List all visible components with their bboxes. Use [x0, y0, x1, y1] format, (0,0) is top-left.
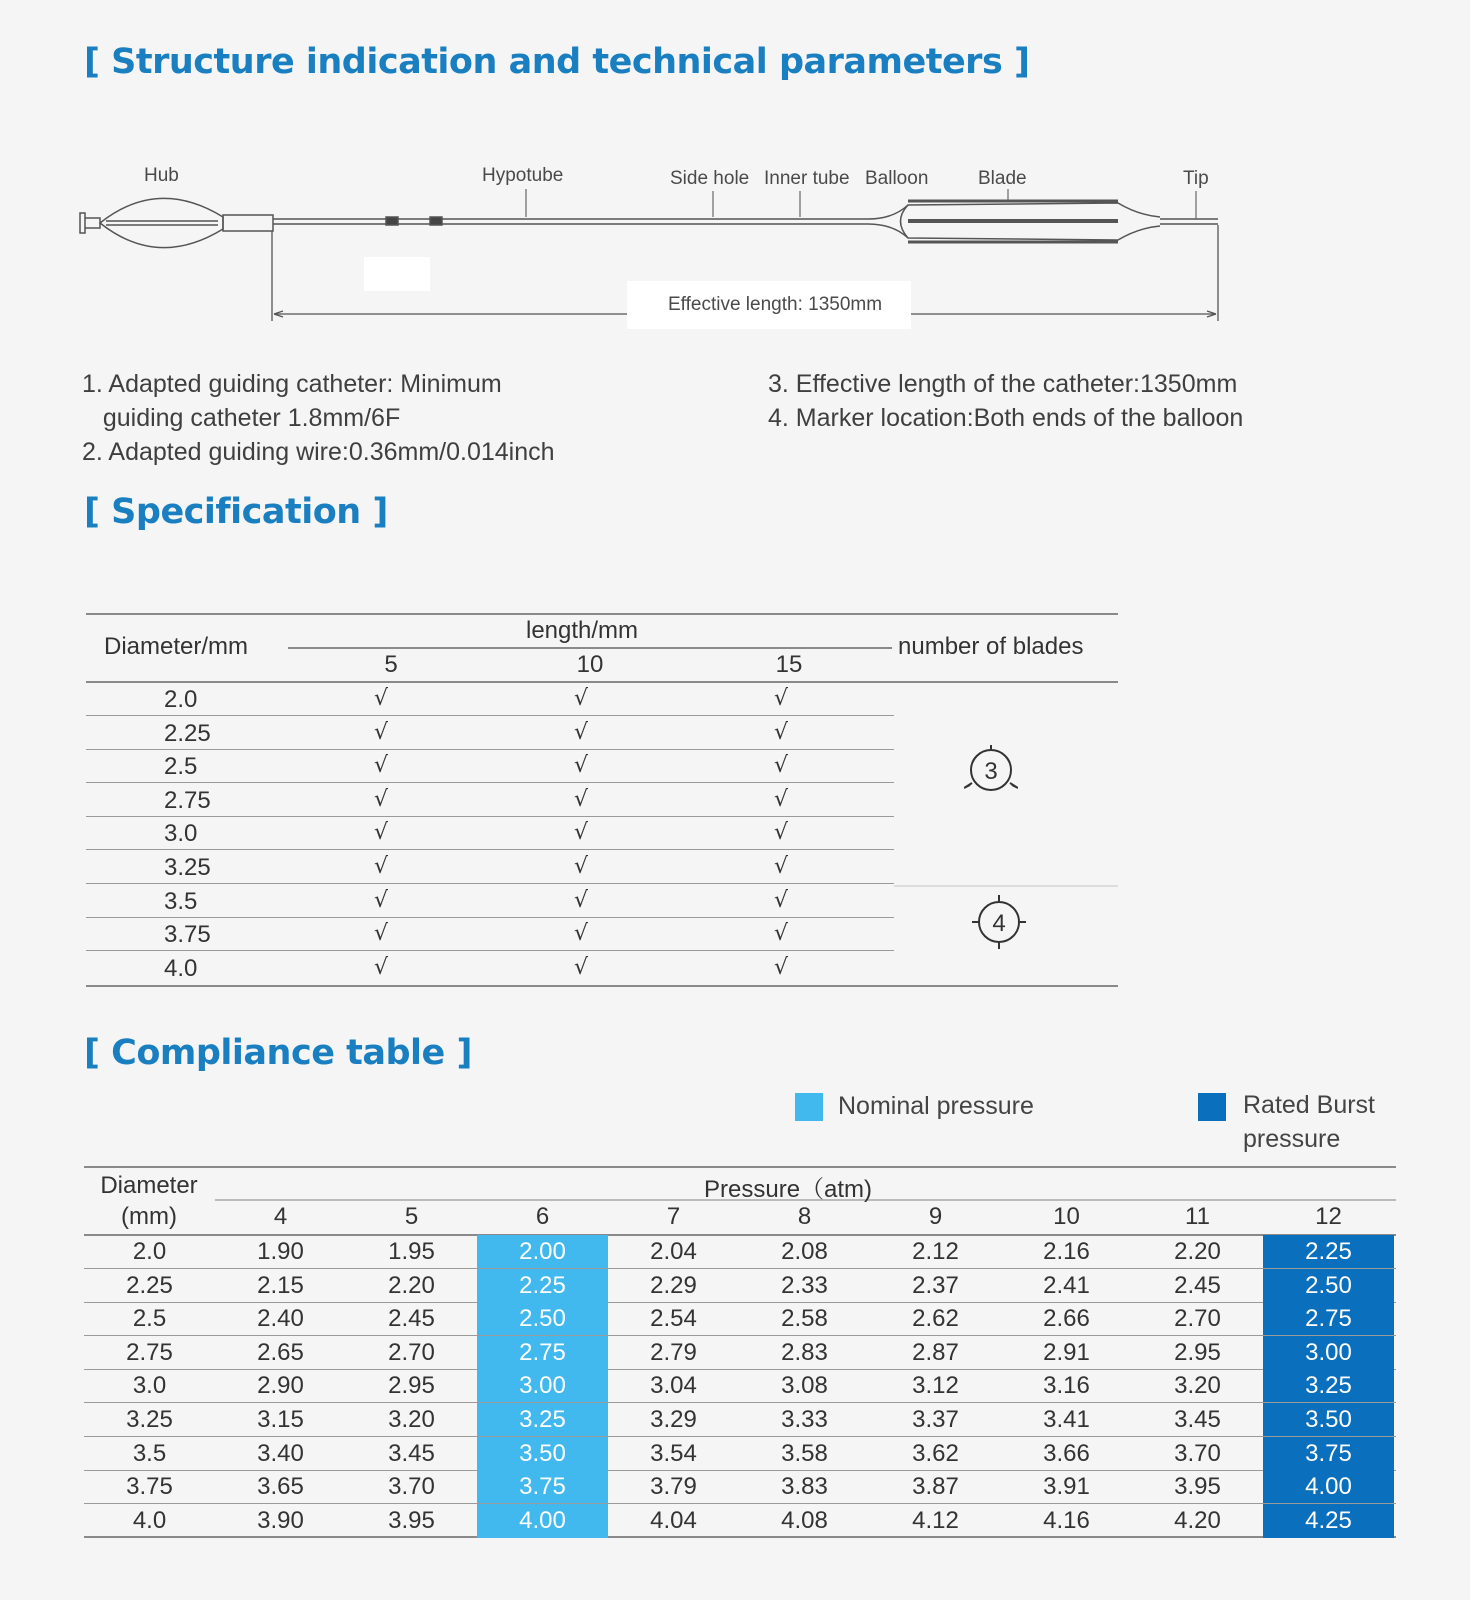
spec-row — [86, 952, 894, 985]
compliance-value-cell: 2.37 — [912, 1271, 959, 1299]
rated-burst-cell: 2.75 — [1263, 1302, 1394, 1336]
compliance-value-cell: 3.58 — [781, 1439, 828, 1467]
compliance-value-cell: 2.15 — [257, 1271, 304, 1299]
spec-diameter-cell: 3.5 — [164, 887, 198, 915]
compliance-value-cell: 2.12 — [912, 1238, 959, 1265]
balloon-label: Balloon — [865, 168, 929, 189]
nominal-pressure-cell: 3.50 — [477, 1437, 608, 1471]
spec-check-cell: √ — [373, 719, 389, 745]
spec-row — [86, 683, 894, 716]
compliance-value-cell: 2.62 — [912, 1305, 959, 1333]
nominal-pressure-label: Nominal pressure — [838, 1092, 1034, 1120]
compliance-value-cell: 2.65 — [257, 1338, 304, 1366]
pressure-col-header: 5 — [404, 1203, 419, 1230]
spec-check-cell: √ — [773, 854, 789, 879]
note-marker-location: 4. Marker location:Both ends of the balloon — [768, 404, 1244, 432]
rated-burst-cell: 2.25 — [1263, 1235, 1394, 1269]
compliance-value-cell: 3.16 — [1043, 1372, 1090, 1400]
compliance-row — [84, 1504, 1396, 1538]
nominal-pressure-cell: 3.00 — [477, 1369, 608, 1403]
note-guiding-catheter: 1. Adapted guiding catheter: Minimum guiding catheter 1.8mm/6F — [82, 370, 502, 432]
spec-check-cell: √ — [773, 954, 789, 980]
spec-check-cell: √ — [373, 854, 389, 879]
compliance-value-cell: 2.79 — [650, 1338, 697, 1366]
spec-check-cell: √ — [573, 719, 589, 745]
rated-burst-cell: 4.25 — [1263, 1504, 1394, 1538]
spec-check-cell: √ — [573, 887, 589, 913]
four-blade-icon — [970, 893, 1028, 951]
nominal-pressure-cell: 4.00 — [477, 1504, 608, 1538]
compliance-value-cell: 3.20 — [1174, 1372, 1221, 1400]
spec-check-cell: √ — [773, 820, 789, 846]
compliance-value-cell: 3.33 — [781, 1406, 828, 1433]
compliance-value-cell: 3.91 — [1043, 1473, 1090, 1501]
compliance-value-cell: 2.16 — [1043, 1238, 1090, 1265]
spec-diameter-cell: 2.75 — [164, 786, 211, 814]
nominal-pressure-cell: 3.75 — [477, 1470, 608, 1504]
catheter-structure-diagram — [78, 155, 1258, 335]
compliance-diameter-header: Diameter (mm) — [100, 1172, 198, 1230]
pressure-col-header: 12 — [1315, 1203, 1342, 1230]
spec-check-cell: √ — [373, 753, 389, 779]
hub-label: Hub — [144, 165, 179, 186]
nominal-pressure-cell: 2.75 — [477, 1336, 608, 1370]
spec-diameter-cell: 2.25 — [164, 719, 211, 747]
compliance-row — [84, 1336, 1396, 1370]
length-col-5: 5 — [384, 651, 398, 678]
compliance-value-cell: 3.41 — [1043, 1406, 1090, 1433]
compliance-value-cell: 2.95 — [1174, 1338, 1221, 1366]
blades-header: number of blades — [898, 633, 1084, 660]
spec-check-cell: √ — [573, 954, 589, 980]
compliance-value-cell: 2.04 — [650, 1238, 697, 1265]
compliance-value-cell: 4.04 — [650, 1506, 697, 1534]
length-col-15: 15 — [775, 651, 803, 678]
compliance-value-cell: 2.33 — [781, 1271, 828, 1299]
rated-burst-cell: 3.25 — [1263, 1369, 1394, 1403]
spec-row — [86, 750, 894, 783]
compliance-value-cell: 3.15 — [257, 1406, 304, 1433]
spec-diameter-cell: 2.0 — [164, 686, 198, 713]
rated-burst-label: Rated Burst pressure — [1243, 1091, 1376, 1153]
rated-burst-cell: 4.00 — [1263, 1470, 1394, 1504]
compliance-diameter-cell: 4.0 — [132, 1506, 167, 1534]
spec-row — [86, 717, 894, 750]
compliance-value-cell: 2.45 — [1174, 1271, 1221, 1299]
compliance-value-cell: 3.87 — [912, 1473, 959, 1501]
structure-section-title: [ Structure indication and technical parameters ] — [84, 42, 1030, 82]
compliance-value-cell: 3.90 — [257, 1506, 304, 1534]
spec-check-cell: √ — [573, 921, 589, 947]
compliance-value-cell: 4.20 — [1174, 1506, 1221, 1534]
compliance-value-cell: 2.87 — [912, 1338, 959, 1366]
hub-shape — [80, 198, 273, 247]
shaft-shape — [273, 217, 868, 225]
spec-section-title: [ Specification ] — [84, 492, 388, 532]
compliance-row — [84, 1437, 1396, 1471]
compliance-value-cell: 4.12 — [912, 1506, 959, 1534]
table-rule — [86, 985, 1118, 987]
compliance-value-cell: 2.70 — [1174, 1305, 1221, 1333]
note-effective-length: 3. Effective length of the catheter:1350mm — [768, 370, 1238, 398]
compliance-value-cell: 3.62 — [912, 1439, 959, 1467]
compliance-value-cell: 2.91 — [1043, 1338, 1090, 1366]
spec-row — [86, 918, 894, 951]
compliance-row — [84, 1235, 1396, 1269]
compliance-diameter-cell: 2.25 — [126, 1271, 173, 1299]
side-hole-label: Side hole — [670, 168, 750, 189]
spec-diameter-cell: 3.75 — [164, 921, 211, 949]
compliance-diameter-cell: 3.5 — [132, 1439, 167, 1467]
length-col-10: 10 — [576, 651, 604, 678]
blade-label: Blade — [978, 168, 1027, 189]
compliance-value-cell: 2.54 — [650, 1305, 697, 1333]
nominal-pressure-cell: 3.25 — [477, 1403, 608, 1437]
hypotube-label: Hypotube — [482, 165, 564, 186]
compliance-diameter-cell: 3.25 — [126, 1406, 173, 1433]
spec-row — [86, 851, 894, 884]
spec-check-cell: √ — [773, 887, 789, 913]
compliance-value-cell: 3.29 — [650, 1406, 697, 1433]
spec-row — [86, 885, 894, 918]
compliance-value-cell: 3.54 — [650, 1439, 697, 1467]
compliance-diameter-cell: 3.0 — [132, 1372, 167, 1400]
note-guiding-wire: 2. Adapted guiding wire:0.36mm/0.014inch — [82, 438, 555, 466]
spec-check-cell: √ — [373, 921, 389, 947]
specification-table — [86, 613, 1118, 987]
blade-count-3: 3 — [984, 758, 998, 785]
compliance-diameter-cell: 3.75 — [126, 1473, 173, 1501]
compliance-value-cell: 3.79 — [650, 1473, 697, 1501]
compliance-value-cell: 3.83 — [781, 1473, 828, 1501]
compliance-value-cell: 2.40 — [257, 1305, 304, 1333]
diameter-header: Diameter/mm — [104, 633, 249, 660]
compliance-value-cell: 3.65 — [257, 1473, 304, 1501]
compliance-row — [84, 1369, 1396, 1403]
nominal-pressure-swatch — [795, 1093, 823, 1121]
compliance-value-cell: 3.37 — [912, 1406, 959, 1433]
spec-check-cell: √ — [573, 786, 589, 812]
balloon-shape — [868, 201, 1218, 242]
compliance-value-cell: 2.58 — [781, 1305, 828, 1333]
pressure-col-header: 11 — [1185, 1203, 1210, 1230]
rated-burst-swatch — [1198, 1093, 1226, 1121]
effective-length-label: Effective length: 1350mm — [668, 294, 883, 315]
compliance-row — [84, 1302, 1396, 1336]
compliance-value-cell: 3.95 — [388, 1506, 435, 1534]
compliance-value-cell: 2.66 — [1043, 1305, 1090, 1333]
compliance-diameter-cell: 2.75 — [126, 1338, 173, 1366]
spec-check-cell: √ — [773, 921, 789, 947]
pressure-header: Pressure（atm) — [704, 1176, 873, 1203]
inner-tube-label: Inner tube — [764, 168, 850, 189]
tip-label: Tip — [1183, 168, 1209, 189]
spec-check-cell: √ — [373, 887, 389, 913]
compliance-value-cell: 1.95 — [388, 1238, 435, 1265]
compliance-value-cell: 2.29 — [650, 1271, 697, 1299]
compliance-value-cell: 2.95 — [388, 1372, 435, 1400]
pressure-col-header: 8 — [797, 1203, 812, 1230]
spec-check-cell: √ — [373, 954, 389, 980]
compliance-diameter-cell: 2.5 — [132, 1305, 167, 1333]
compliance-value-cell: 2.20 — [1174, 1238, 1221, 1265]
compliance-value-cell: 3.20 — [388, 1406, 435, 1433]
compliance-value-cell: 4.16 — [1043, 1506, 1090, 1534]
spec-check-cell: √ — [773, 786, 789, 812]
compliance-value-cell: 2.20 — [388, 1271, 435, 1299]
nominal-pressure-cell: 2.25 — [477, 1269, 608, 1303]
length-header: length/mm — [526, 617, 639, 644]
compliance-row — [84, 1403, 1396, 1437]
spec-diameter-cell: 4.0 — [164, 954, 198, 982]
compliance-value-cell: 2.90 — [257, 1372, 304, 1400]
spec-diameter-cell: 2.5 — [164, 753, 198, 781]
pressure-col-header: 4 — [273, 1203, 288, 1230]
compliance-value-cell: 1.90 — [257, 1238, 304, 1265]
spec-row — [86, 784, 894, 817]
compliance-value-cell: 3.95 — [1174, 1473, 1221, 1501]
spec-diameter-cell: 3.0 — [164, 820, 198, 848]
spec-check-cell: √ — [573, 753, 589, 779]
spec-row — [86, 817, 894, 850]
table-rule — [288, 647, 892, 649]
spec-check-cell: √ — [373, 786, 389, 812]
spec-check-cell: √ — [373, 820, 389, 846]
pressure-col-header: 6 — [535, 1203, 550, 1230]
compliance-value-cell: 4.08 — [781, 1506, 828, 1534]
compliance-value-cell: 3.70 — [388, 1473, 435, 1501]
compliance-diameter-cell: 2.0 — [132, 1238, 167, 1265]
blade-group-divider — [894, 885, 1118, 887]
compliance-value-cell: 3.45 — [1174, 1406, 1221, 1433]
pressure-col-header: 10 — [1053, 1203, 1080, 1230]
blade-count-4: 4 — [992, 910, 1006, 937]
compliance-value-cell: 2.45 — [388, 1305, 435, 1333]
compliance-value-cell: 3.70 — [1174, 1439, 1221, 1467]
compliance-row — [84, 1269, 1396, 1303]
compliance-section-title: [ Compliance table ] — [84, 1033, 472, 1073]
rated-burst-cell: 3.75 — [1263, 1437, 1394, 1471]
spec-diameter-cell: 3.25 — [164, 854, 211, 881]
compliance-value-cell: 2.41 — [1043, 1271, 1090, 1299]
compliance-value-cell: 3.45 — [388, 1439, 435, 1467]
rated-burst-cell: 3.00 — [1263, 1336, 1394, 1370]
rated-burst-cell: 3.50 — [1263, 1403, 1394, 1437]
compliance-value-cell: 3.12 — [912, 1372, 959, 1400]
compliance-value-cell: 2.83 — [781, 1338, 828, 1366]
pressure-col-header: 7 — [666, 1203, 681, 1230]
compliance-value-cell: 3.40 — [257, 1439, 304, 1467]
rated-burst-cell: 2.50 — [1263, 1269, 1394, 1303]
table-rule — [86, 613, 1118, 615]
table-rule — [84, 1166, 1396, 1168]
nominal-pressure-cell: 2.00 — [477, 1235, 608, 1269]
spec-check-cell: √ — [773, 719, 789, 745]
spec-check-cell: √ — [573, 820, 589, 846]
spec-check-cell: √ — [573, 854, 589, 879]
compliance-table — [84, 1166, 1396, 1538]
nominal-pressure-cell: 2.50 — [477, 1302, 608, 1336]
spec-check-cell: √ — [773, 686, 789, 711]
compliance-value-cell: 2.08 — [781, 1238, 828, 1265]
compliance-value-cell: 3.08 — [781, 1372, 828, 1400]
spec-check-cell: √ — [373, 686, 389, 711]
pressure-col-header: 9 — [928, 1203, 943, 1230]
spec-check-cell: √ — [573, 686, 589, 711]
three-blade-icon — [964, 743, 1018, 797]
compliance-value-cell: 3.66 — [1043, 1439, 1090, 1467]
compliance-row — [84, 1470, 1396, 1504]
compliance-value-cell: 3.04 — [650, 1372, 697, 1400]
compliance-value-cell: 2.70 — [388, 1338, 435, 1366]
spec-check-cell: √ — [773, 753, 789, 779]
